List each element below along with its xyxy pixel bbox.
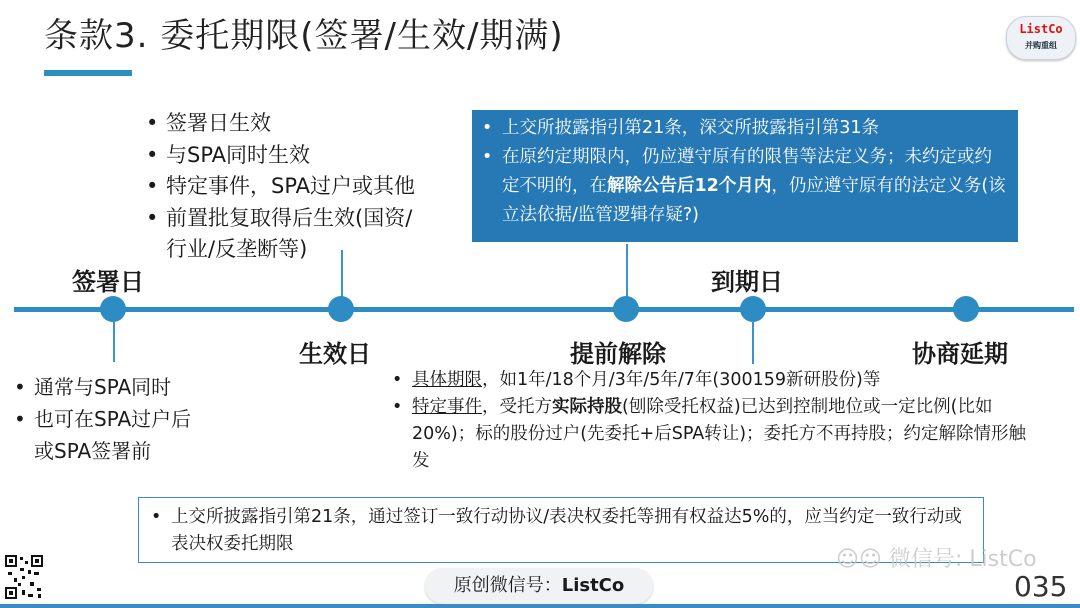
wechat-id: ListCo xyxy=(561,575,625,596)
page-number: 035 xyxy=(1014,570,1068,603)
list-item: • 具体期限，如1年/18个月/3年/5年/7年(300159新研股份)等 xyxy=(392,367,1032,394)
termination-terms-list xyxy=(392,367,1032,475)
milestone-expiry-date: 到期日 xyxy=(711,268,783,296)
wechat-watermark: ☺☺ 微信号: ListCo xyxy=(836,547,1037,572)
emphasis-text: 解除公告后12个月内 xyxy=(607,176,772,196)
timeline-node-effective xyxy=(328,296,354,322)
connector-line xyxy=(341,250,343,300)
wechat-icon: ☺☺ xyxy=(836,547,882,572)
wechat-account-label: 原创微信号：ListCo xyxy=(425,568,653,604)
milestone-effective-date: 生效日 xyxy=(299,340,371,368)
slide-title: 条款3. 委托期限(签署/生效/期满) xyxy=(44,16,564,56)
list-item: • 在原约定期限内，仍应遵守原有的限售等法定义务；未约定或约定不明的，在解除公告后12个月内，仍应遵守原有的法定义务(该立法依据/监管逻辑存疑?) xyxy=(482,143,1008,230)
list-item: • 与SPA同时生效 xyxy=(146,140,415,172)
timeline-node-sign xyxy=(100,296,126,322)
title-underline xyxy=(44,70,132,76)
list-item: • 上交所披露指引第21条，通过签订一致行动协议/表决权委托等拥有权益达5%的，应当约定一致行动或表决权委托期限 xyxy=(151,504,971,558)
sign-conditions-list xyxy=(146,108,415,266)
list-item: • 通常与SPA同时 xyxy=(14,371,191,403)
milestone-negotiated-extension: 协商延期 xyxy=(912,340,1008,368)
footer-rule xyxy=(0,604,1080,608)
list-item-continuation: 行业/反垄断等) xyxy=(166,237,308,261)
milestone-sign-date: 签署日 xyxy=(72,268,144,296)
exchange-rules-box xyxy=(472,110,1018,242)
connector-line xyxy=(113,322,115,362)
list-item: • 特定事件，SPA过户或其他 xyxy=(146,171,415,203)
timeline-node-expiry xyxy=(740,296,766,322)
connector-line xyxy=(626,244,628,300)
logo-text: ListCo xyxy=(1019,22,1063,36)
list-item: • 上交所披露指引第21条，深交所披露指引第31条 xyxy=(482,114,1008,143)
list-item-continuation: 或SPA签署前 xyxy=(34,439,152,463)
list-item: • 前置批复取得后生效(国资/ xyxy=(146,203,415,235)
emphasis-text: 实际持股 xyxy=(552,397,622,417)
effective-notes-list xyxy=(14,371,191,467)
qr-code-icon xyxy=(4,554,44,600)
logo-subtext: 并购重组 xyxy=(1025,41,1057,50)
timeline-node-termination xyxy=(613,296,639,322)
list-item: • 签署日生效 xyxy=(146,108,415,140)
milestone-early-termination: 提前解除 xyxy=(570,340,666,368)
listco-logo xyxy=(1006,16,1076,60)
list-item: • 也可在SPA过户后 xyxy=(14,403,191,435)
connector-line xyxy=(752,322,754,364)
timeline-node-extension xyxy=(953,296,979,322)
timeline-axis xyxy=(14,307,1074,312)
list-item: • 特定事件，受托方实际持股(刨除受托权益)已达到控制地位或一定比例(比如20%)；标的股份过户(先委托+后SPA转让)；委托方不再持股；约定解除情形触发 xyxy=(392,394,1032,475)
